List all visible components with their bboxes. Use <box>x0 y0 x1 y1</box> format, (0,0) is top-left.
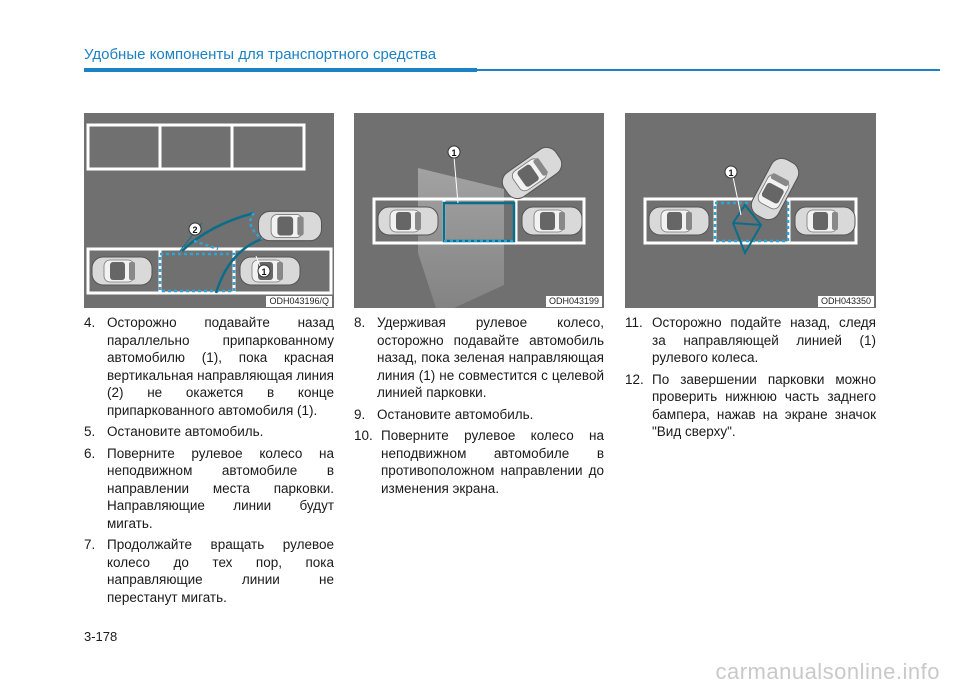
step-number: 7. <box>84 537 96 552</box>
parked-car-icon <box>649 207 709 235</box>
step-text: Удерживая рулевое колесо, осторожно подавайте автомобиль назад, пока зеленая направляющая линия (1) не совместится с целевой линией парковки. <box>377 315 604 400</box>
step-number: 6. <box>84 445 96 461</box>
parking-diagram <box>354 113 604 308</box>
step-text: Поверните рулевое колесо на неподвижном автомобиле в противоположном направлении до изменения экрана. <box>381 428 604 496</box>
step-text: По завершении парковки можно проверить нижнюю часть заднего бампера, нажав на экране значок "Вид сверху". <box>652 371 876 439</box>
instruction-step <box>625 371 876 441</box>
callout-label: 1 <box>451 148 457 158</box>
parked-car-icon <box>795 207 855 235</box>
step-text: Остановите автомобиль. <box>377 406 534 422</box>
parked-car-icon <box>522 207 582 235</box>
page-number: 3-178 <box>84 629 118 644</box>
instruction-step <box>354 406 604 424</box>
instruction-step <box>354 314 604 402</box>
figure-parallel-reverse <box>84 113 334 308</box>
instruction-step <box>625 314 876 367</box>
instruction-step <box>84 423 334 441</box>
step-number: 5. <box>84 424 96 439</box>
figure-code: ODH043350 <box>818 296 874 307</box>
parked-car-icon <box>378 207 438 235</box>
parking-diagram <box>625 113 876 308</box>
header-title: Удобные компоненты для транспортного средства <box>84 46 437 63</box>
callout-label: 2 <box>192 225 198 235</box>
step-text: Осторожно подавайте назад параллельно припаркованному автомобилю (1), пока красная вертикальная направляющая линия (2) не окажется в конце припаркованного автомобиля (1). <box>107 315 334 418</box>
step-number: 9. <box>354 406 366 422</box>
parking-diagram <box>84 113 334 308</box>
figure-code: ODH043196/Q <box>266 296 332 307</box>
text-column-middle <box>354 314 604 501</box>
step-number: 10. <box>354 428 373 443</box>
moving-car-icon <box>747 154 803 223</box>
instruction-step <box>84 536 334 606</box>
header-divider <box>477 69 940 71</box>
callout-label: 1 <box>261 267 267 277</box>
step-number: 8. <box>354 315 366 330</box>
step-number: 11. <box>625 315 643 330</box>
step-number: 4. <box>84 315 96 330</box>
text-column-right <box>625 314 876 445</box>
figure-guideline-align <box>354 113 604 308</box>
callout-label: 1 <box>728 168 734 178</box>
moving-car-icon <box>259 211 322 240</box>
figure-steering-guideline <box>625 113 876 308</box>
figure-code: ODH043199 <box>546 296 602 307</box>
instruction-step <box>84 314 334 419</box>
watermark: carmanualsonline.info <box>715 659 940 684</box>
step-text: Поверните рулевое колесо на неподвижном автомобиле в направлении места парковки. Направляющие линии будут мигать. <box>107 445 334 531</box>
text-column-left <box>84 314 334 610</box>
header-accent-bar <box>84 68 477 72</box>
step-text: Осторожно подайте назад, следя за направляющей линией (1) рулевого колеса. <box>652 315 876 365</box>
instruction-step <box>354 427 604 497</box>
instruction-step <box>84 445 334 533</box>
step-text: Продолжайте вращать рулевое колесо до тех пор, пока направляющие линии не перестанут мигать. <box>107 537 334 605</box>
step-text: Остановите автомобиль. <box>107 424 264 439</box>
parked-car-icon <box>92 257 152 285</box>
step-number: 12. <box>625 371 644 387</box>
moving-car-icon <box>498 143 566 203</box>
